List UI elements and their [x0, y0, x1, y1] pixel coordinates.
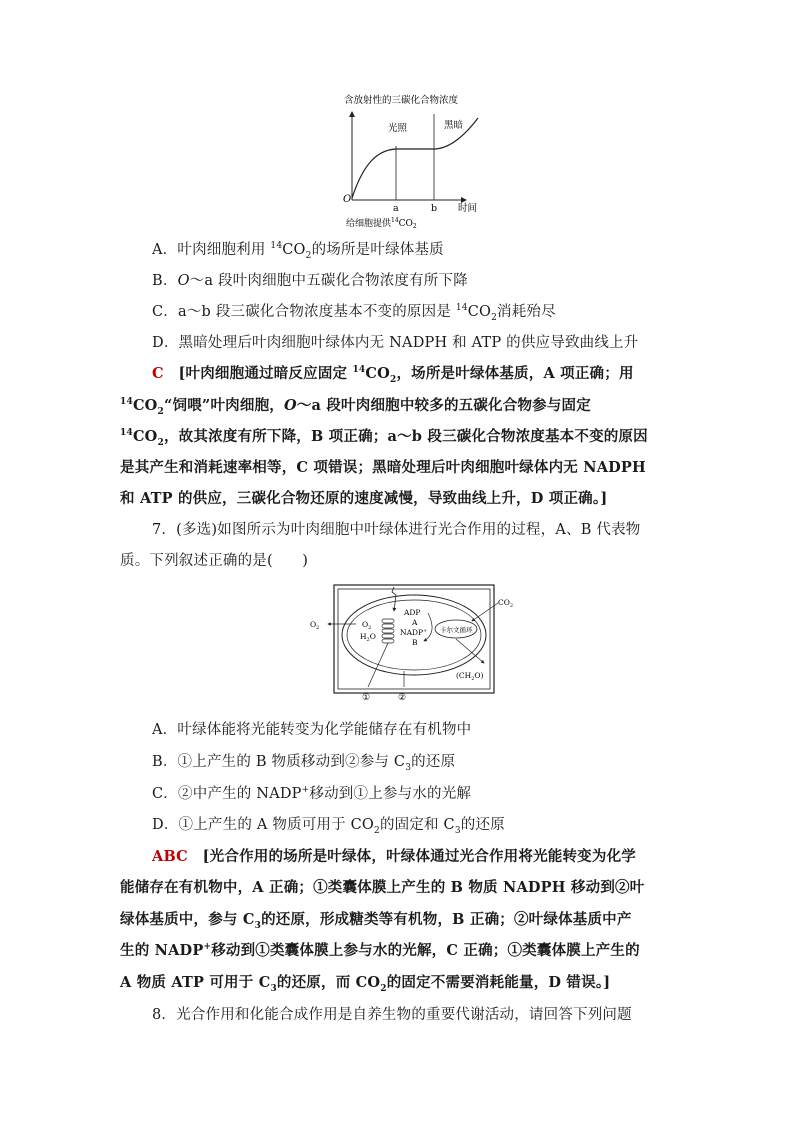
q6-option-b: B．O～a 段叶肉细胞中五碳化合物浓度有所下降 [152, 273, 468, 289]
q6-answer-line-1: C [叶肉细胞通过暗反应固定 $^{14}CO_2$，场所是叶绿体基质，A 项正确；用 [152, 365, 634, 385]
q6-answer-key: C [152, 365, 164, 382]
q7-option-b: B．①上产生的 B 物质移动到②参与 $C_3$的还原 [152, 754, 456, 773]
adp-label: ADP [404, 608, 421, 617]
q7-answer-key: ABC [152, 848, 188, 865]
concentration-curve-figure [338, 92, 488, 232]
y-axis-label: 含放射性的三碳化合物浓度 [344, 95, 459, 106]
q6-option-c: C．a～b 段三碳化合物浓度基本不变的原因是 $^{14}CO_2$消耗殆尽 [152, 303, 556, 323]
chloroplast-diagram [306, 583, 524, 705]
nadp-label: NADP+ [400, 628, 428, 637]
adp-cycle-arrow [424, 613, 432, 641]
o2-out-label: $O_2$ [310, 620, 320, 631]
q7-answer-line-4: 生的 NADP+移动到①类囊体膜上参与水的光解，C 正确；①类囊体膜上产生的 [120, 942, 640, 959]
q6-option-d: D．黑暗处理后叶肉细胞叶绿体内无 NADPH 和 ATP 的供应导致曲线上升 [152, 335, 639, 351]
q8-stem-line-1: 8．光合作用和化能合成作用是自养生物的重要代谢活动，请回答下列问题 [152, 1007, 632, 1023]
x-axis-label: 时间 [458, 203, 478, 214]
q6-option-a: A．叶肉细胞利用 $^{14}CO_2$的场所是叶绿体基质 [152, 241, 444, 261]
ch2o-label: $(CH_2O)$ [456, 671, 484, 682]
light-arrow [392, 587, 396, 611]
q7-answer-line-1: ABC [光合作用的场所是叶绿体，叶绿体通过光合作用将光能转变为化学 [152, 848, 636, 865]
tick-b-label: b [431, 203, 438, 214]
co2-label: $CO_2$ [498, 598, 514, 609]
tick-a-label: a [393, 203, 399, 214]
h2o-label: $H_2O$ [360, 632, 376, 643]
region-light-label: 光照 [388, 123, 408, 134]
calvin-label: 卡尔文循环 [440, 626, 473, 634]
q6-answer-line-2: $^{14}CO_2“$饲喂”叶肉细胞，O～a 段叶肉细胞中较多的五碳化合物参与固定 [120, 397, 591, 417]
label1-pointer [368, 643, 388, 687]
origin-label: O [343, 194, 352, 205]
structure-1-label: ① [362, 693, 371, 703]
structure-2-label: ② [398, 693, 407, 703]
thylakoid-stack [382, 619, 394, 643]
q7-answer-line-2: 能储存在有机物中，A 正确；①类囊体膜上产生的 B 物质 NADPH 移动到②叶 [120, 879, 645, 896]
q7-answer-line-5: A 物质 ATP 可用于 $C_3$的还原，而 $CO_2$的固定不需要消耗能量，D 错误。] [120, 974, 611, 994]
o2-in-label: $O_2$ [362, 620, 372, 631]
q7-option-a: A．叶绿体能将光能转变为化学能储存在有机物中 [152, 722, 472, 738]
a-label: A [412, 618, 418, 627]
q6-answer-line-5: 和 ATP 的供应，三碳化合物还原的速度减慢，导致曲线上升，D 项正确。] [120, 490, 608, 507]
q6-answer-line-4: 是其产生和消耗速率相等，C 项错误；黑暗处理后叶肉细胞叶绿体内无 NADPH [120, 459, 646, 476]
q7-option-d: D．①上产生的 A 物质可用于 $CO_2$的固定和 $C_3$的还原 [152, 817, 505, 836]
region-dark-label: 黑暗 [444, 120, 464, 131]
caption: 给细胞提供$^{14}CO_2$ [346, 217, 417, 230]
q7-answer-line-3: 绿体基质中，参与 $C_3$的还原，形成糖类等有机物，B 正确；②叶绿体基质中产 [120, 911, 632, 931]
q7-stem-line-1: 7．(多选)如图所示为叶肉细胞中叶绿体进行光合作用的过程，A、B 代表物 [152, 522, 641, 538]
q6-answer-line-3: $^{14}CO_2$，故其浓度有所下降，B 项正确；a～b 段三碳化合物浓度基本不变的原因 [120, 428, 648, 448]
q7-option-c: C．②中产生的 NADP+移动到①上参与水的光解 [152, 785, 472, 802]
q7-stem-line-2: 质。下列叙述正确的是( ) [120, 553, 309, 569]
b-label: B [412, 638, 418, 647]
